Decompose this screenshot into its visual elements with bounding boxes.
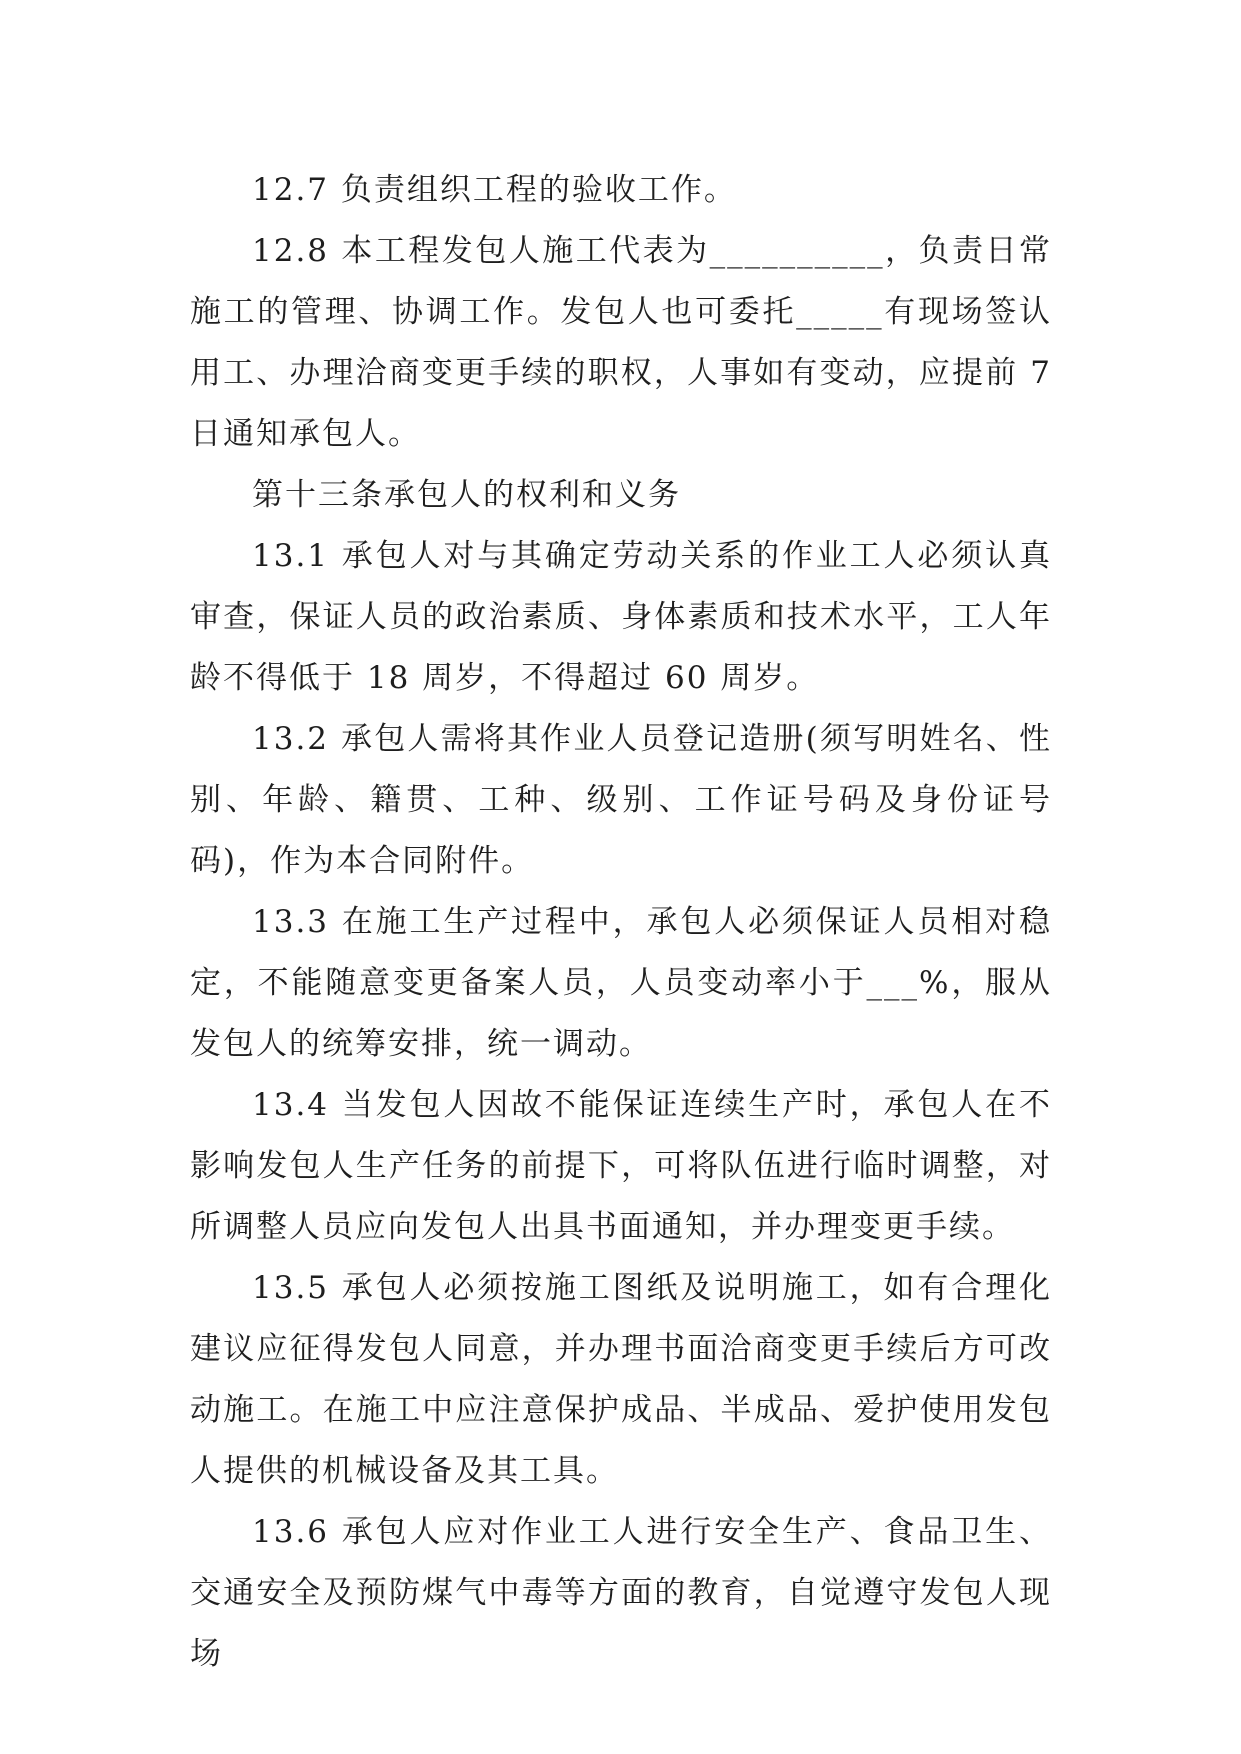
section-heading-13: 第十三条承包人的权利和义务 — [252, 477, 681, 513]
paragraph-13-6: 13.6 承包人应对作业工人进行安全生产、食品卫生、交通安全及预防煤气中毒等方面的教育，自觉遵守发包人现场 — [190, 1514, 1052, 1672]
paragraph-13-3: 13.3 在施工生产过程中，承包人必须保证人员相对稳定，不能随意变更备案人员，人员变动率小于___%，服从发包人的统筹安排，统一调动。 — [190, 904, 1052, 1062]
paragraph-13-1: 13.1 承包人对与其确定劳动关系的作业工人必须认真审查，保证人员的政治素质、身体素质和技术水平，工人年龄不得低于 18 周岁，不得超过 60 周岁。 — [190, 538, 1052, 696]
document-body — [190, 160, 1064, 1685]
paragraph-13-2: 13.2 承包人需将其作业人员登记造册(须写明姓名、性别、年龄、籍贯、工种、级别、工作证号码及身份证号码)，作为本合同附件。 — [190, 721, 1052, 879]
paragraph-13-5: 13.5 承包人必须按施工图纸及说明施工，如有合理化建议应征得发包人同意，并办理书面洽商变更手续后方可改动施工。在施工中应注意保护成品、半成品、爱护使用发包人提供的机械设备及其工具。 — [190, 1270, 1052, 1489]
paragraph-13-4: 13.4 当发包人因故不能保证连续生产时，承包人在不影响发包人生产任务的前提下，可将队伍进行临时调整，对所调整人员应向发包人出具书面通知，并办理变更手续。 — [190, 1087, 1052, 1245]
paragraph-12-8: 12.8 本工程发包人施工代表为__________，负责日常施工的管理、协调工作。发包人也可委托_____有现场签认用工、办理洽商变更手续的职权，人事如有变动，应提前 7 日通知承包人。 — [190, 233, 1064, 452]
paragraph-12-7: 12.7 负责组织工程的验收工作。 — [252, 172, 737, 208]
